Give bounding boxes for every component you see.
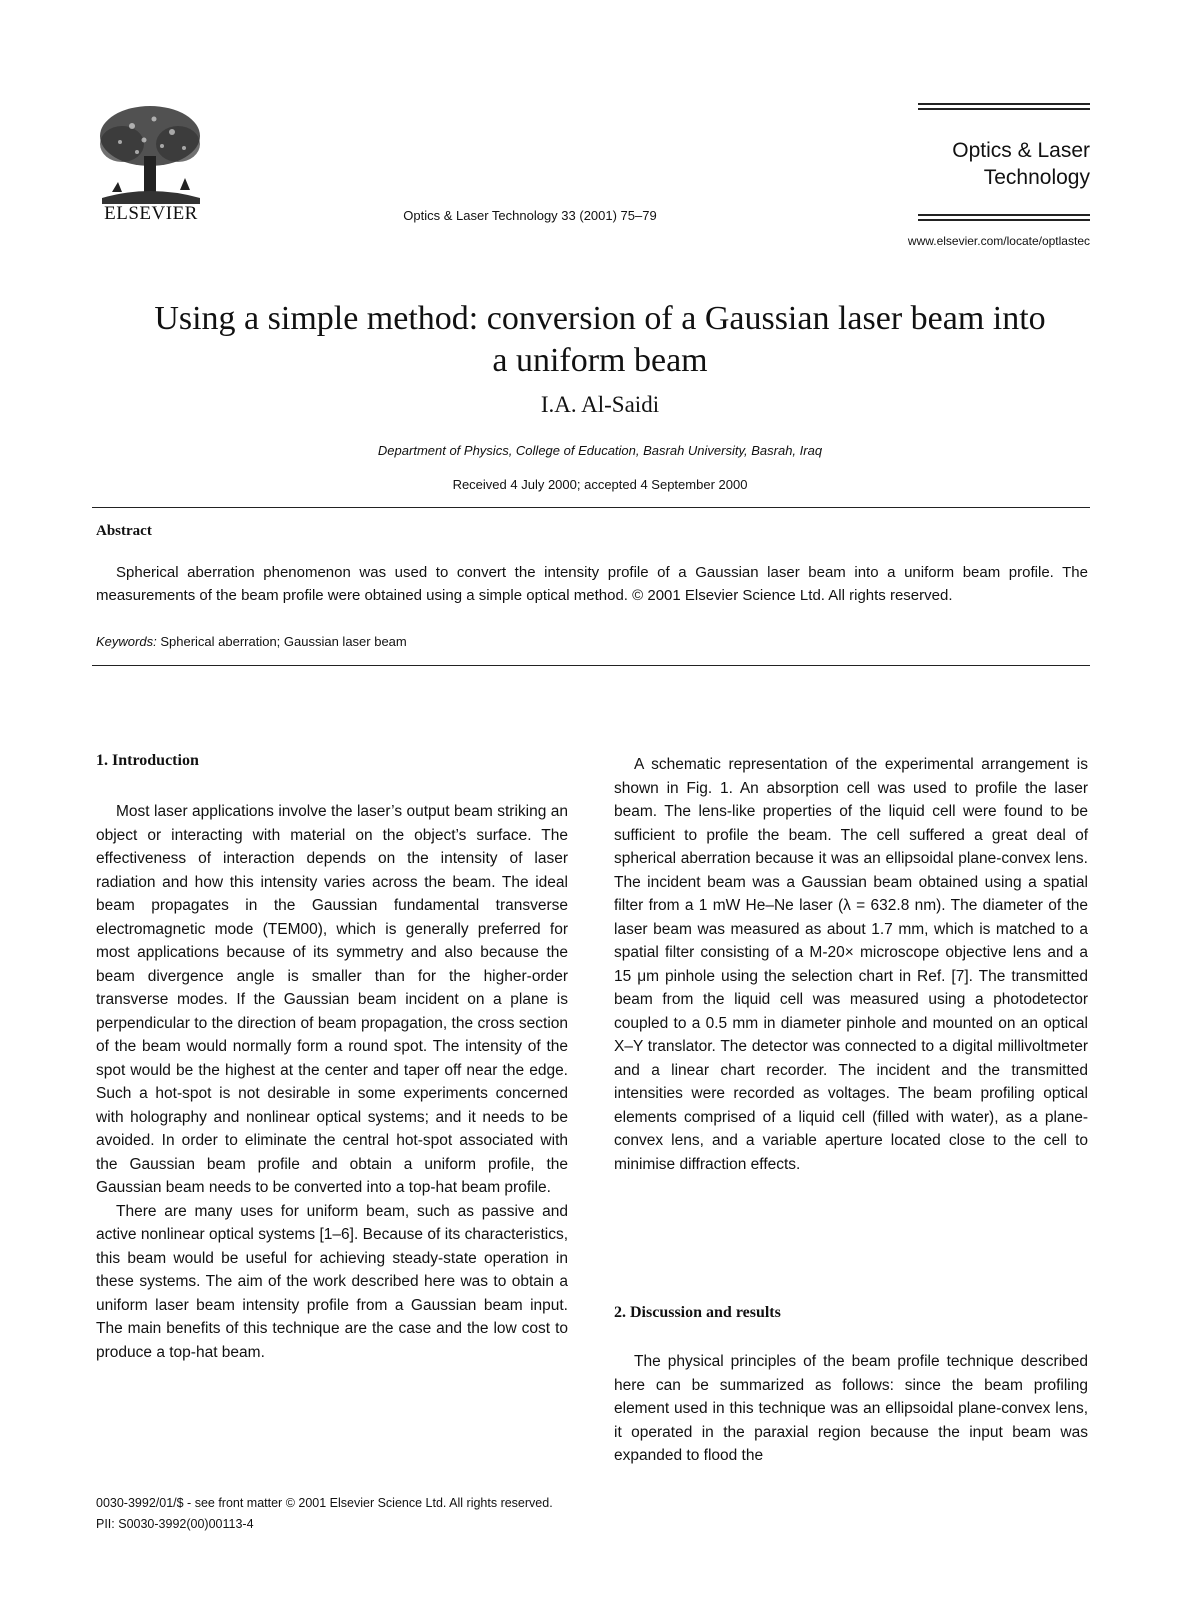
abstract-rule-top <box>92 507 1090 508</box>
intro-paragraph-3: A schematic representation of the experimental arrangement is shown in Fig. 1. An absorption cell was used to profile the laser beam. The lens-like properties of the liquid cell were found to be sufficient to profile the beam. The cell suffered a great deal of spherical aberration because it was an ellipsoidal plane-convex lens. The incident beam was a Gaussian beam obtained using a spatial filter from a 1 mW He–Ne laser (λ = 632.8 nm). The diameter of the laser beam was measured as about 1.7 mm, which is matched to a spatial filter consisting of a M-20× microscope objective lens and a 15 μm pinhole using the selection chart in Ref. [7]. The transmitted beam from the liquid cell was measured using a photodetector coupled to a 0.5 mm in diameter pinhole and mounted on an optical X–Y translator. The detector was connected to a digital millivoltmeter and a linear chart recorder. The incident and the transmitted intensities were recorded as voltages. The beam profiling optical elements comprised of a liquid cell (filled with water), as a plane-convex lens, and a variable aperture located close to the cell to minimise diffraction effects. <box>614 756 1088 1173</box>
journal-title-line1: Optics & Laser <box>952 139 1090 162</box>
right-column-section-2 <box>614 1350 1088 1468</box>
footer <box>96 1493 553 1535</box>
discussion-paragraph-1: The physical principles of the beam profile technique described here can be summarized as follows: since the beam profiling element used in this technique was an ellipsoidal plane-convex lens, it operated in the paraxial region because the input beam was expanded to flood the <box>614 1353 1088 1464</box>
article-title <box>110 298 1090 382</box>
abstract-rule-bottom <box>92 665 1090 666</box>
journal-title-line2: Technology <box>983 166 1090 189</box>
author-affiliation: Department of Physics, College of Education, Basrah University, Basrah, Iraq <box>377 443 823 458</box>
article-title-line1: Using a simple method: conversion of a Gaussian laser beam into <box>154 300 1046 337</box>
keywords-list: Spherical aberration; Gaussian laser beam <box>160 634 407 649</box>
left-column <box>96 800 568 1364</box>
journal-citation: Optics & Laser Technology 33 (2001) 75–79 <box>403 208 657 223</box>
journal-rule-bottom-2 <box>918 219 1090 221</box>
footer-copyright: 0030-3992/01/$ - see front matter © 2001 Elsevier Science Ltd. All rights reserved. <box>96 1496 553 1510</box>
received-dates: Received 4 July 2000; accepted 4 September 2000 <box>452 477 748 492</box>
right-column <box>614 753 1088 1176</box>
journal-url[interactable]: www.elsevier.com/locate/optlastec <box>907 234 1090 248</box>
section-2-heading: 2. Discussion and results <box>614 1304 781 1321</box>
abstract-text: Spherical aberration phenomenon was used to convert the intensity profile of a Gaussian laser beam into a uniform beam profile. The measurements of the beam profile were obtained using a simple optical method. © 2001 Elsevier Science Ltd. All rights reserved. <box>96 564 1088 604</box>
journal-rule-top <box>918 103 1090 105</box>
journal-rule-top-2 <box>918 108 1090 110</box>
publisher-name: ELSEVIER <box>104 203 198 224</box>
keywords-label: Keywords: <box>96 634 157 649</box>
keywords <box>96 634 407 649</box>
author-name: I.A. Al-Saidi <box>540 392 660 417</box>
article-title-line2: a uniform beam <box>492 342 708 379</box>
abstract-heading: Abstract <box>96 523 152 539</box>
intro-paragraph-2: There are many uses for uniform beam, such as passive and active nonlinear optical systems [1–6]. Because of its characteristics, this beam would be useful for achieving steady-state operation in these systems. The aim of the work described here was to obtain a uniform laser beam intensity profile from a Gaussian beam input. The main benefits of this technique are the case and the low cost to produce a top-hat beam. <box>96 1202 568 1361</box>
journal-title <box>850 137 1090 191</box>
intro-paragraph-1: Most laser applications involve the laser’s output beam striking an object or interacting with material on the object’s surface. The effectiveness of interaction depends on the intensity of laser radiation and how this intensity varies across the beam. The ideal beam propagates in the Gaussian fundamental transverse electromagnetic mode (TEM00), which is generally preferred for most applications because of its symmetry and also because the beam divergence angle is smaller than for the higher-order transverse modes. If the Gaussian beam incident on a plane is perpendicular to the direction of beam propagation, the cross section of the beam would normally form a round spot. The intensity of the spot would be the highest at the center and taper off near the edge. Such a hot-spot is not desirable in some experiments concerned with holography and nonlinear optical systems; and it needs to be avoided. In order to eliminate the central hot-spot associated with the Gaussian beam profile and obtain a uniform profile, the Gaussian beam needs to be converted into a top-hat beam profile. <box>96 803 568 1196</box>
journal-rule-bottom <box>918 214 1090 216</box>
section-1-heading: 1. Introduction <box>96 752 199 769</box>
footer-pii: PII: S0030-3992(00)00113-4 <box>96 1517 254 1531</box>
